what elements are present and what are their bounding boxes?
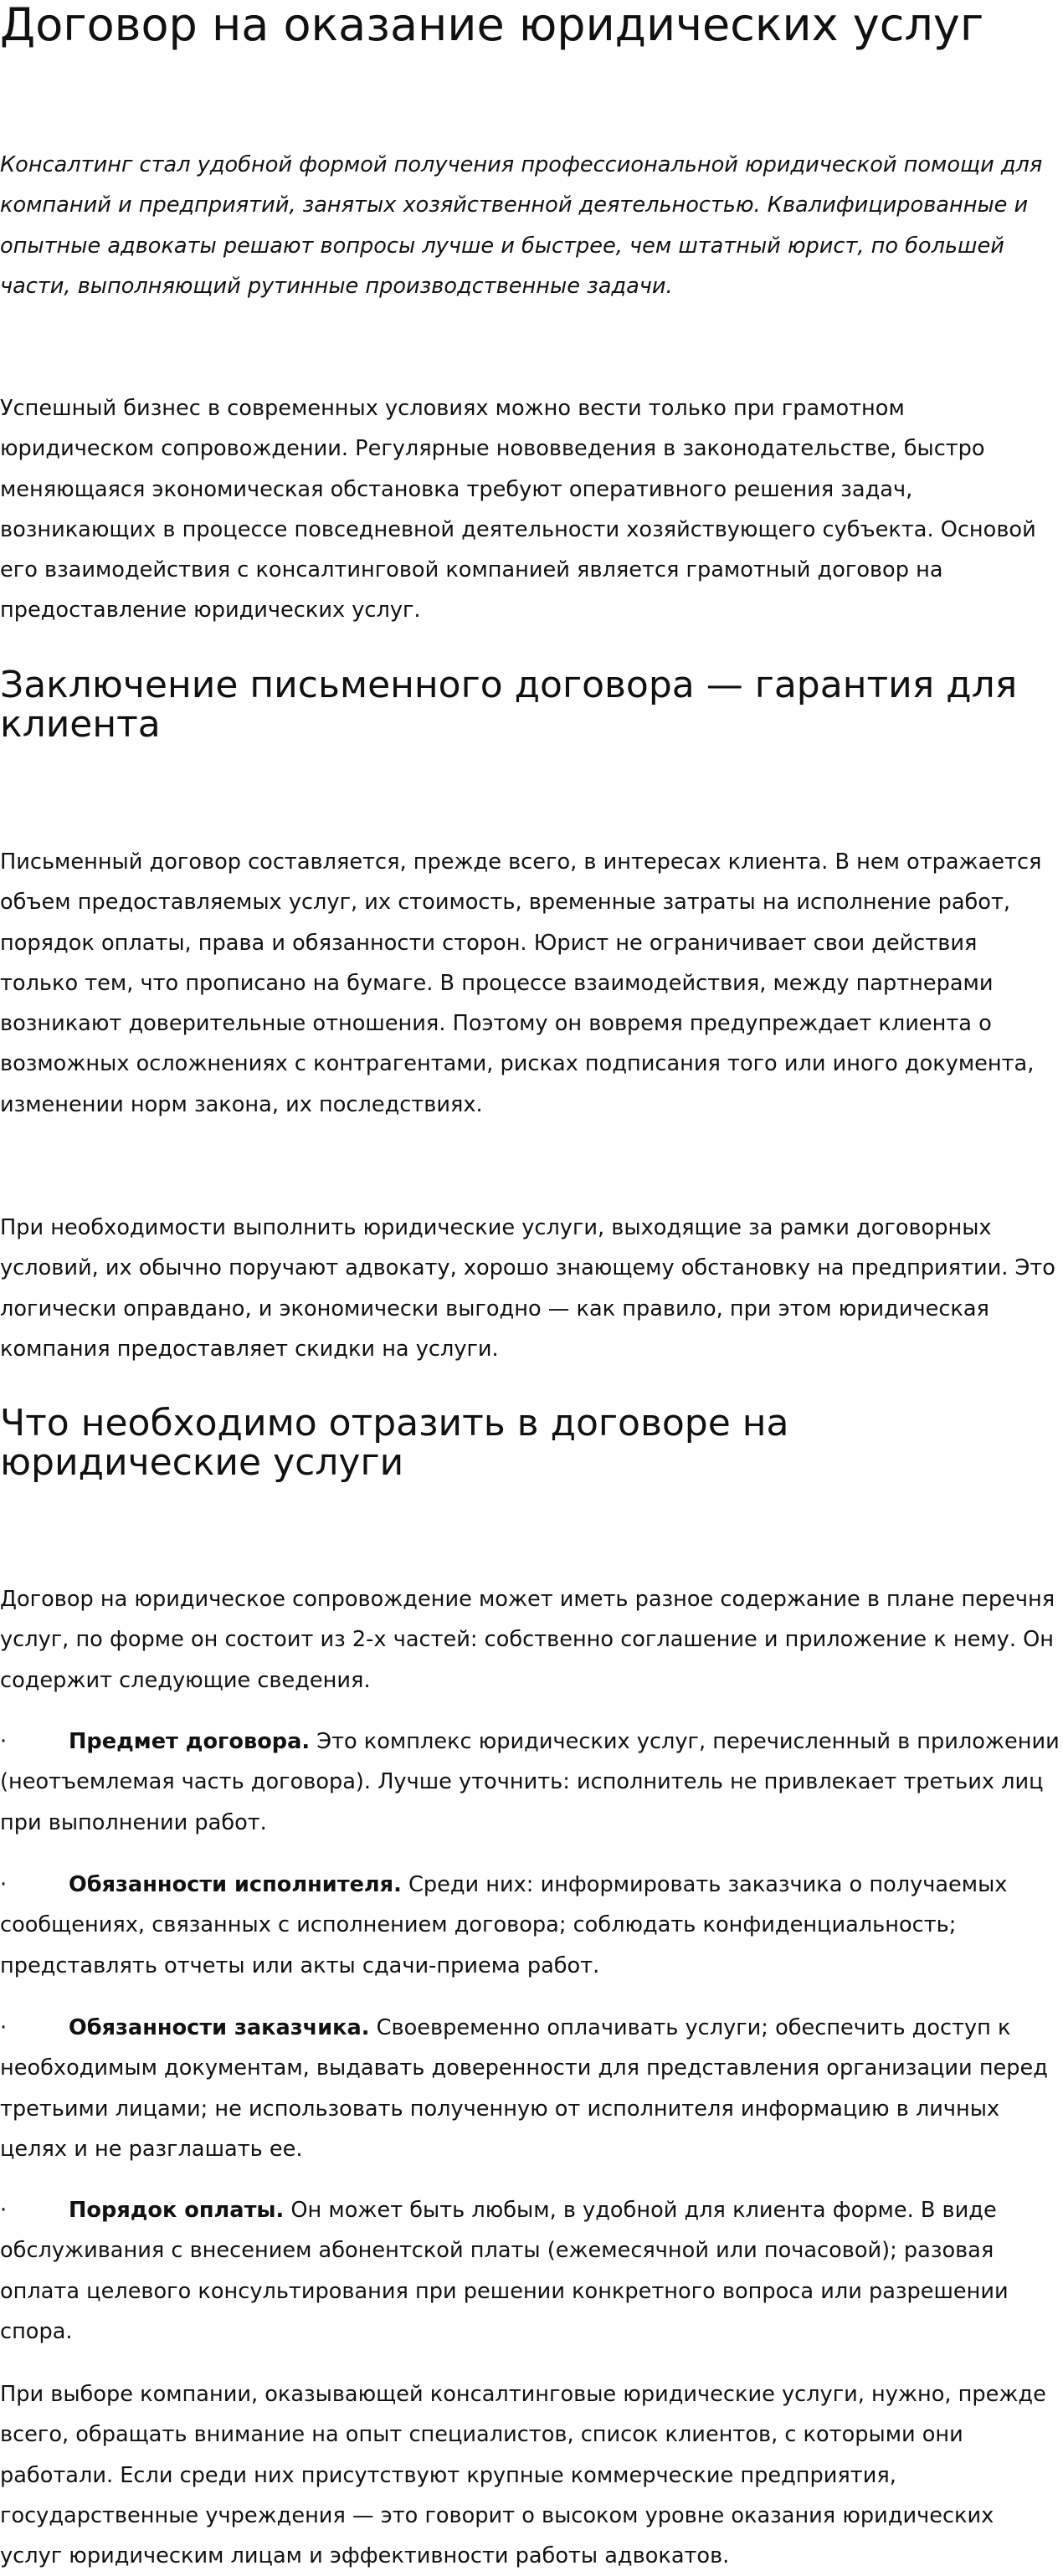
list-item (0, 2008, 1060, 2169)
page-title: Договор на оказание юридических услуг (0, 0, 984, 51)
paragraph-additional-services: При необходимости выполнить юридические услуги, выходящие за рамки договорных условий, их обычно поручают адвокату, хорошо знающему обстановку на предприятии. Это логически оправдано, и экономически выгодно — как правило, при этом юридическая компания предоставляет скидки на услуги. (0, 1215, 1055, 1362)
list-item-text: Он может быть любым, в удобной для клиента форме. В виде обслуживания с внесением абонентской платы (ежемесячной или почасовой); разовая оплата целевого консультирования при решении конкретного вопроса или разрешении спора. (0, 2198, 1009, 2344)
intro-paragraph: Консалтинг стал удобной формой получения профессиональной юридической помощи для компаний и предприятий, занятых хозяйственной деятельностью. Квалифицированные и опытные адвокаты решают вопросы лучше и быстрее, чем штатный юрист, по большей части, выполняющий рутинные производственные задачи. (0, 152, 1043, 299)
list-item-term: Обязанности исполнителя. (69, 1872, 402, 1897)
closing-paragraph: При выборе компании, оказывающей консалтинговые юридические услуги, нужно, прежде всего, обращать внимание на опыт специалистов, список клиентов, с которыми они работали. Если среди них присутствуют крупные коммерческие предприятия, государственные учреждения — это говорит о высоком уровне оказания юридических услуг юридическим лицам и эффективности работы адвокатов. (0, 2382, 1046, 2569)
bullet-marker: · (0, 1729, 8, 1754)
list-item-text: Своевременно оплачивать услуги; обеспечить доступ к необходимым документам, выдавать доверенности для представления организации перед третьими лицами; не использовать полученную от исполнителя информацию в личных целях и не разглашать ее. (0, 2015, 1048, 2162)
paragraph-contract-structure: Договор на юридическое сопровождение может иметь разное содержание в плане перечня услуг, по форме он состоит из 2-х частей: собственно соглашение и приложение к нему. Он содержит следующие сведения. (0, 1587, 1055, 1693)
paragraph-written-contract: Письменный договор составляется, прежде всего, в интересах клиента. В нем отражается объем предоставляемых услуг, их стоимость, временные затраты на исполнение работ, порядок оплаты, права и обязанности сторон. Юрист не ограничивает свои действия только тем, что прописано на бумаге. В процессе взаимодействия, между партнерами возникают доверительные отношения. Поэтому он вовремя предупреждает клиента о возможных осложнениях с контрагентами, рисках подписания того или иного документа, изменении норм закона, их последствиях. (0, 849, 1042, 1117)
bullet-marker: · (0, 2015, 8, 2040)
list-item (0, 2190, 1060, 2352)
list-item-term: Обязанности заказчика. (69, 2015, 370, 2040)
list-item-text: Среди них: информировать заказчика о получаемых сообщениях, связанных с исполнением договора; соблюдать конфиденциальность; представлять отчеты или акты сдачи-приема работ. (0, 1872, 1008, 1978)
list-item-text: Это комплекс юридических услуг, перечисленный в приложении (неотъемлемая часть договора). Лучше уточнить: исполнитель не привлекает третьих лиц при выполнении работ. (0, 1729, 1060, 1835)
section-heading-contract-contents: Что необходимо отразить в договоре на юридические услуги (0, 1402, 789, 1484)
section-heading-written-contract: Заключение письменного договора — гарантия для клиента (0, 664, 1018, 746)
list-item (0, 1865, 1060, 1986)
bullet-marker: · (0, 1872, 8, 1897)
list-item-term: Предмет договора. (69, 1729, 311, 1754)
list-item-term: Порядок оплаты. (69, 2198, 285, 2223)
paragraph-business: Успешный бизнес в современных условиях можно вести только при грамотном юридическом сопровождении. Регулярные нововведения в законодательстве, быстро меняющаяся экономическая обстановка требуют оперативного решения задач, возникающих в процессе повседневной деятельности хозяйствующего субъекта. Основой его взаимодействия с консалтинговой компанией является грамотный договор на предоставление юридических услуг. (0, 396, 1036, 623)
list-item (0, 1722, 1060, 1843)
bullet-marker: · (0, 2198, 8, 2223)
